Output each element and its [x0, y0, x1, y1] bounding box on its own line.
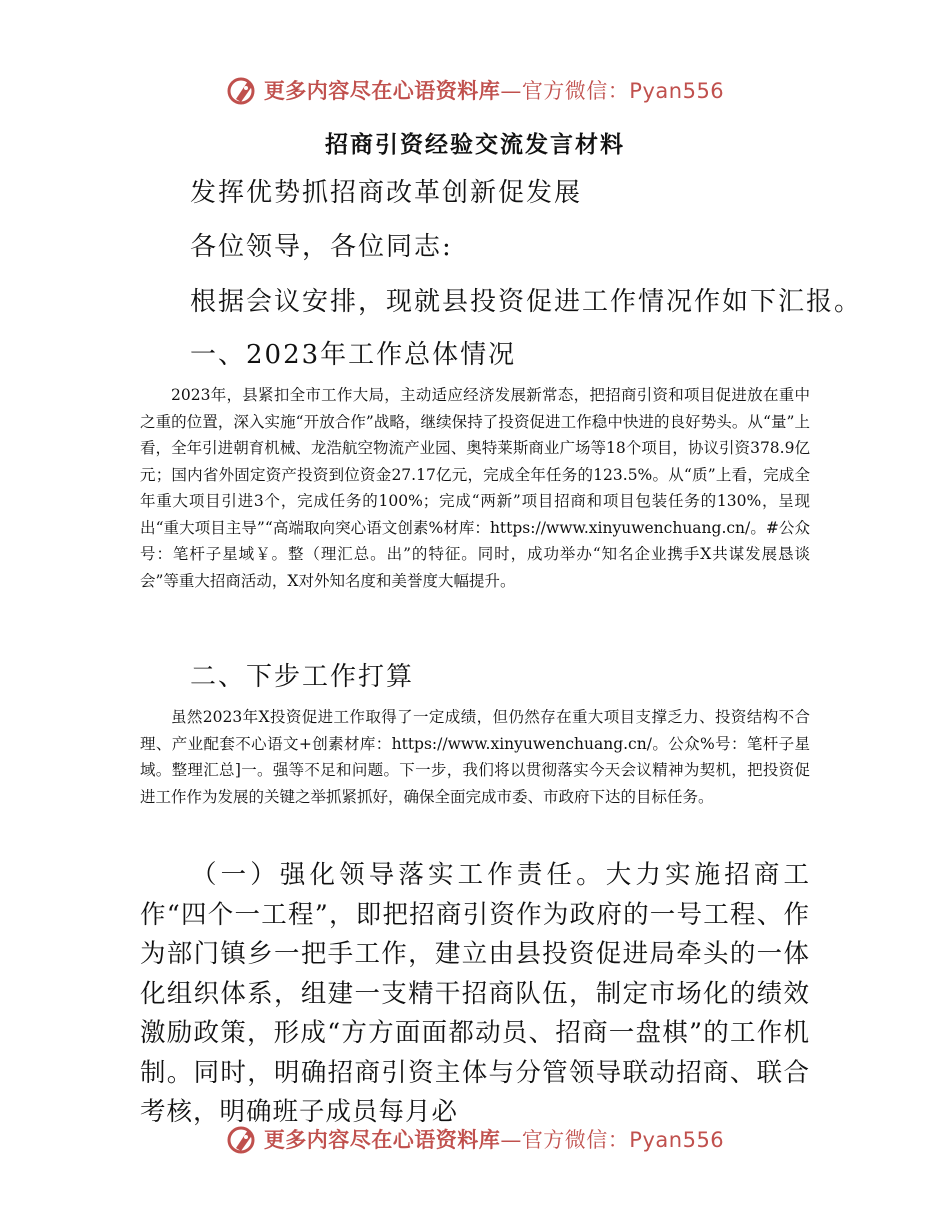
- section2-heading: 二、下步工作打算: [190, 662, 415, 692]
- watermark-header: [0, 70, 950, 110]
- watermark-text: 更多内容尽在心语资料库—官方微信：Pyan556: [263, 79, 725, 103]
- document-subtitle: 发挥优势抓招商改革创新促发展: [190, 178, 583, 208]
- section1-heading: 一、2023年工作总体情况: [190, 340, 517, 370]
- pen-nib-circle-icon: [226, 73, 260, 107]
- intro-line: 根据会议安排，现就县投资促进工作情况作如下汇报。: [190, 287, 863, 317]
- watermark-text: 更多内容尽在心语资料库—官方微信：Pyan556: [263, 1128, 725, 1152]
- pen-nib-circle-icon: [226, 1122, 260, 1156]
- section2-body: 虽然2023年X投资促进工作取得了一定成绩，但仍然存在重大项目支撑乏力、投资结构不合理、产业配套不心语文+创素材库：https://www.xinyuwenchuang.cn/。公众%号：笔杆子星域。整理汇总]一。强等不足和问题。下一步，我们将以贯彻落实今天会议精神为契机，把投资促进工作作为发展的关键之举抓紧抓好，确保全面完成市委、市政府下达的目标任务。: [140, 708, 810, 806]
- document-title: 招商引资经验交流发言材料: [325, 131, 625, 158]
- salutation: 各位领导，各位同志:: [190, 232, 453, 262]
- section1-body: 2023年，县紧扣全市工作大局，主动适应经济发展新常态，把招商引资和项目促进放在重中之重的位置，深入实施“开放合作”战略，继续保持了投资促进工作稳中快进的良好势头。从“量”上看，全年引进朝育机械、龙浩航空物流产业园、奥特莱斯商业广场等18个项目，协议引资378.9亿元；国内省外固定资产投资到位资金27.17亿元，完成全年任务的123.5%。从“质”上看，完成全年重大项目引进3个，完成任务的100%；完成“两新”项目招商和项目包装任务的130%，呈现出“重大项目主导”“高端取向突心语文创素%材库：https://www.xinyuwenchuang.cn/。#公众号：笔杆子星域￥。整（理汇总。出”的特征。同时，成功举办“知名企业携手X共谋发展恳谈会”等重大招商活动，X对外知名度和美誉度大幅提升。: [140, 386, 810, 590]
- section2-item1: （一）强化领导落实工作责任。大力实施招商工作“四个一工程”，即把招商引资作为政府的一号工程、作为部门镇乡一把手工作，建立由县投资促进局牵头的一体化组织体系，组建一支精干招商队伍，制定市场化的绩效激励政策，形成“方方面面都动员、招商一盘棋”的工作机制。同时，明确招商引资主体与分管领导联动招商、联合考核，明确班子成员每月必: [140, 860, 810, 1127]
- watermark-footer: [0, 1119, 950, 1159]
